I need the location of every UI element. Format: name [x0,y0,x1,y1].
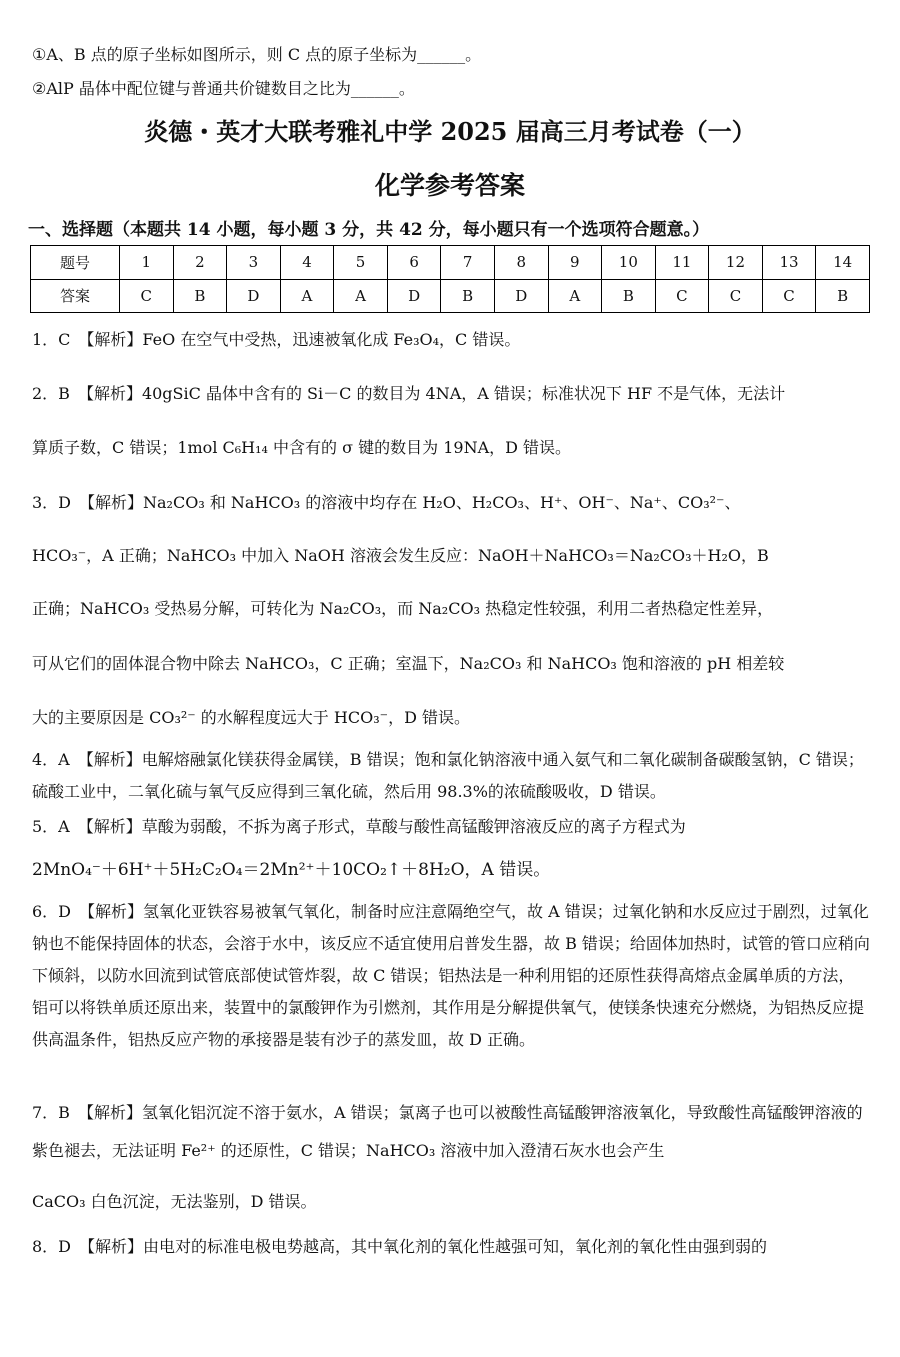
number-cell: 5 [334,246,388,280]
explanation-q7-line2: CaCO₃ 白色沉淀，无法鉴别，D 错误。 [32,1192,317,1211]
answer-cell: B [441,279,495,313]
explanation-q1: 1．C 【解析】FeO 在空气中受热，迅速被氧化成 Fe₃O₄，C 错误。 [32,330,521,349]
answer-cell: D [227,279,281,313]
explanation-q3-line1: 3．D 【解析】Na₂CO₃ 和 NaHCO₃ 的溶液中均存在 H₂O、H₂CO₃、H⁺、OH⁻、Na⁺、CO₃²⁻、 [32,493,741,512]
number-cell: 4 [280,246,334,280]
explanation-q3-line5: 大的主要原因是 CO₃²⁻ 的水解程度远大于 HCO₃⁻，D 错误。 [32,708,470,727]
number-cell: 14 [816,246,870,280]
answer-cell: A [548,279,602,313]
number-cell: 7 [441,246,495,280]
question-line-2: ②AlP 晶体中配位键与普通共价键数目之比为______。 [32,79,415,98]
exam-title: 炎德・英才大联考雅礼中学 2025 届高三月考试卷（一） [144,117,756,146]
answer-cell: B [816,279,870,313]
explanation-q6: 6．D 【解析】氢氧化亚铁容易被氧气氧化，制备时应注意隔绝空气，故 A 错误；过氧化钠和水反应过于剧烈，过氧化钠也不能保持固体的状态，会溶于水中，该反应不适宜使用启普发生器，故 B 错误；给固体加热时，试管的管口应稍向下倾斜，以防水回流到试管底部使试管炸裂，故 C 错误；铝热法是一种利用铝的还原性获得高熔点金属单质的方法，铝可以将铁单质还原出来，装置中的氯酸钾作为引燃剂，其作用是分解提供氧气，使镁条快速充分燃烧，为铝热反应提供高温条件，铝热反应产物的承接器是装有沙子的蒸发皿，故 D 正确。 [32,902,870,1049]
number-cell: 9 [548,246,602,280]
question-line-1: ①A、B 点的原子坐标如图所示，则 C 点的原子坐标为______。 [32,45,482,64]
section-heading: 一、选择题（本题共 14 小题，每小题 3 分，共 42 分，每小题只有一个选项符合题意。） [28,220,710,240]
explanation-q3-line2: HCO₃⁻，A 正确；NaHCO₃ 中加入 NaOH 溶液会发生反应：NaOH＋NaHCO₃＝Na₂CO₃＋H₂O，B [32,546,769,565]
number-cell: 12 [709,246,763,280]
answer-cell: C [120,279,174,313]
row-label-number: 题号 [31,246,120,280]
answer-cell: C [709,279,763,313]
number-cell: 2 [173,246,227,280]
number-cell: 3 [227,246,281,280]
number-cell: 11 [655,246,709,280]
explanation-q8-line1: 8．D 【解析】由电对的标准电极电势越高，其中氧化剂的氧化性越强可知，氧化剂的氧化性由强到弱的 [32,1237,768,1256]
explanation-q7-line1: 7．B 【解析】氢氧化铝沉淀不溶于氨水，A 错误；氯离子也可以被酸性高锰酸钾溶液氧化，导致酸性高锰酸钾溶液的紫色褪去，无法证明 Fe²⁺ 的还原性，C 错误；NaHCO₃ 溶液中加入澄清石灰水也会产生 [32,1103,863,1160]
answer-subtitle: 化学参考答案 [374,171,525,200]
answer-table [30,245,870,313]
answer-cell: D [494,279,548,313]
question-number-row [31,246,870,280]
row-label-answer: 答案 [31,279,120,313]
answer-cell: A [334,279,388,313]
answer-row [31,279,870,313]
number-cell: 13 [762,246,816,280]
answer-cell: B [602,279,656,313]
explanation-q4: 4．A 【解析】电解熔融氯化镁获得金属镁，B 错误；饱和氯化钠溶液中通入氨气和二氧化碳制备碳酸氢钠，C 错误；硫酸工业中，二氧化硫与氧气反应得到三氧化硫，然后用 98.3%的浓硫酸吸收，D 错误。 [32,750,864,801]
number-cell: 1 [120,246,174,280]
explanation-q2-line2: 算质子数，C 错误；1mol C₆H₁₄ 中含有的 σ 键的数目为 19NA，D 错误。 [32,438,572,457]
explanation-q3-line3: 正确；NaHCO₃ 受热易分解，可转化为 Na₂CO₃，而 Na₂CO₃ 热稳定性较强，利用二者热稳定性差异， [32,599,774,618]
number-cell: 10 [602,246,656,280]
explanation-q5-equation: 2MnO₄⁻＋6H⁺＋5H₂C₂O₄＝2Mn²⁺＋10CO₂↑＋8H₂O，A 错误。 [32,860,551,880]
number-cell: 8 [494,246,548,280]
answer-cell: D [387,279,441,313]
answer-cell: B [173,279,227,313]
answer-cell: C [762,279,816,313]
explanation-q5-line1: 5．A 【解析】草酸为弱酸，不拆为离子形式，草酸与酸性高锰酸钾溶液反应的离子方程式为 [32,817,686,836]
number-cell: 6 [387,246,441,280]
answer-cell: C [655,279,709,313]
answer-cell: A [280,279,334,313]
explanation-q3-line4: 可从它们的固体混合物中除去 NaHCO₃，C 正确；室温下，Na₂CO₃ 和 NaHCO₃ 饱和溶液的 pH 相差较 [32,654,785,673]
explanation-q2-line1: 2．B 【解析】40gSiC 晶体中含有的 Si－C 的数目为 4NA，A 错误；标准状况下 HF 不是气体，无法计 [32,384,786,403]
